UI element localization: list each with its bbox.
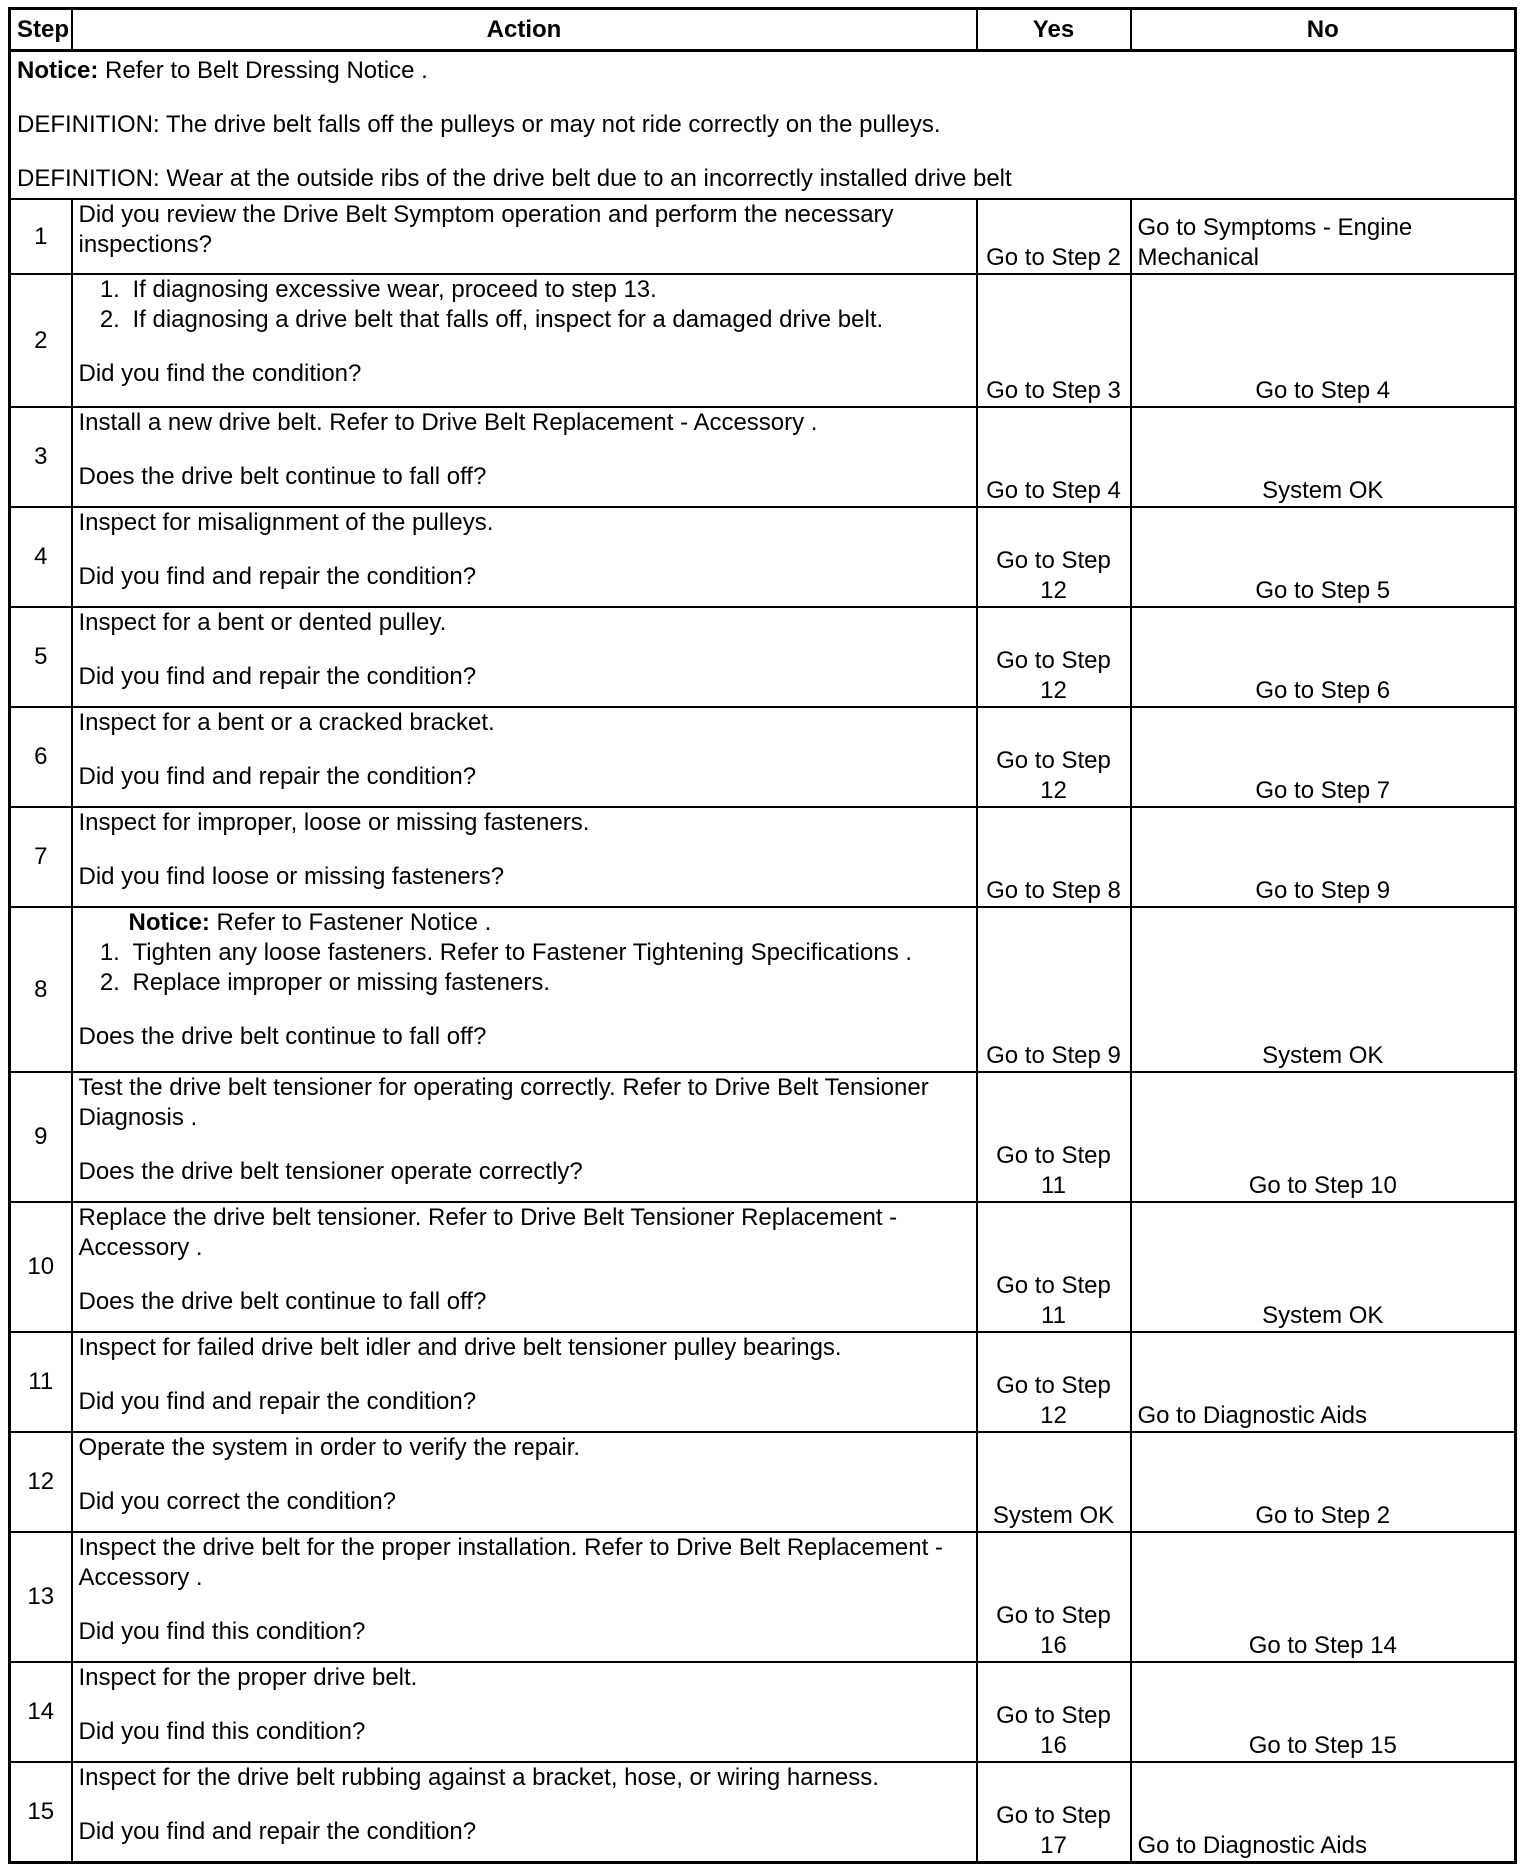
step-number: 8 [10,907,72,1072]
action-cell [72,1332,977,1432]
step-number: 5 [10,607,72,707]
step-number: 10 [10,1202,72,1332]
yes-cell: Go to Step 16 [977,1662,1131,1762]
action-list [79,938,970,998]
action-cell [72,1072,977,1202]
header-row [10,9,1516,51]
no-cell: Go to Step 14 [1131,1532,1516,1662]
table-row [10,407,1516,507]
action-text: Did you review the Drive Belt Symptom operation and perform the necessary inspections? [78,201,894,258]
no-cell: Go to Step 9 [1131,807,1516,907]
action-text: Inspect for a bent or a cracked bracket. [78,709,495,736]
action-cell [72,1532,977,1662]
action-list [79,275,970,335]
yes-cell: Go to Step 8 [977,807,1131,907]
yes-cell: Go to Step 11 [977,1072,1131,1202]
table-row [10,1332,1516,1432]
action-notice [79,908,970,938]
action-list-item: 2. Replace improper or missing fasteners. [127,968,970,998]
action-text: Inspect the drive belt for the proper installation. Refer to Drive Belt Replacement - Accessory . [78,1534,943,1591]
yes-cell: Go to Step 3 [977,274,1131,407]
action-question: Does the drive belt tensioner operate correctly? [78,1158,583,1185]
no-cell: Go to Step 10 [1131,1072,1516,1202]
no-cell: Go to Diagnostic Aids [1131,1332,1516,1432]
action-cell [72,1432,977,1532]
action-question: Did you find this condition? [78,1618,366,1645]
action-cell [72,807,977,907]
table-row [10,707,1516,807]
yes-cell: Go to Step 12 [977,507,1131,607]
yes-cell: Go to Step 12 [977,607,1131,707]
yes-cell: Go to Step 2 [977,199,1131,274]
header-step: Step [10,9,72,51]
table-row [10,1662,1516,1762]
no-cell: System OK [1131,407,1516,507]
action-text: Inspect for the drive belt rubbing against a bracket, hose, or wiring harness. [78,1764,879,1791]
action-question: Did you find this condition? [78,1718,366,1745]
step-number: 3 [10,407,72,507]
table-row [10,807,1516,907]
action-notice-text: Refer to Fastener Notice . [209,909,492,936]
action-cell [72,199,977,274]
yes-cell: System OK [977,1432,1131,1532]
definition-2: DEFINITION: Wear at the outside ribs of the drive belt due to an incorrectly installed drive belt [17,165,1012,192]
step-number: 4 [10,507,72,607]
action-question: Does the drive belt continue to fall off? [78,463,487,490]
table-row [10,1532,1516,1662]
table-row [10,199,1516,274]
diagnostic-table [8,7,1517,1864]
no-cell: Go to Step 15 [1131,1662,1516,1762]
action-text: Replace the drive belt tensioner. Refer to Drive Belt Tensioner Replacement - Accessory . [78,1204,898,1261]
step-number: 6 [10,707,72,807]
action-list-item: 1. If diagnosing excessive wear, proceed to step 13. [127,275,970,305]
action-list-item: 2. If diagnosing a drive belt that falls off, inspect for a damaged drive belt. [127,305,970,335]
action-text: Install a new drive belt. Refer to Drive Belt Replacement - Accessory . [78,409,818,436]
no-cell: Go to Diagnostic Aids [1131,1762,1516,1862]
step-number: 7 [10,807,72,907]
table-row [10,274,1516,407]
action-notice-label: Notice: [128,909,210,936]
step-number: 12 [10,1432,72,1532]
table-row [10,907,1516,1072]
no-cell: Go to Step 5 [1131,507,1516,607]
table-row [10,1432,1516,1532]
action-cell [72,1202,977,1332]
intro-cell [10,51,1516,200]
yes-cell: Go to Step 9 [977,907,1131,1072]
action-list-item: 1. Tighten any loose fasteners. Refer to Fastener Tightening Specifications . [127,938,970,968]
action-question: Does the drive belt continue to fall off? [78,1288,487,1315]
yes-cell: Go to Step 4 [977,407,1131,507]
action-text: Test the drive belt tensioner for operating correctly. Refer to Drive Belt Tensioner Diagnosis . [78,1074,929,1131]
table-row [10,1072,1516,1202]
intro-notice [17,56,1508,86]
action-cell [72,1662,977,1762]
action-text: Inspect for misalignment of the pulleys. [78,509,494,536]
header-action: Action [72,9,977,51]
no-cell: System OK [1131,907,1516,1072]
action-cell [72,407,977,507]
no-cell: Go to Step 6 [1131,607,1516,707]
notice-text: Refer to Belt Dressing Notice . [98,57,428,84]
action-text: Operate the system in order to verify the repair. [78,1434,581,1461]
no-cell: Go to Symptoms - Engine Mechanical [1131,199,1516,274]
yes-cell: Go to Step 17 [977,1762,1131,1862]
definition-1: DEFINITION: The drive belt falls off the pulleys or may not ride correctly on the pulleys. [17,111,941,138]
table-row [10,507,1516,607]
step-number: 2 [10,274,72,407]
action-question: Did you find loose or missing fasteners? [78,863,505,890]
yes-cell: Go to Step 12 [977,1332,1131,1432]
table-row [10,1202,1516,1332]
action-cell [72,1762,977,1862]
no-cell: Go to Step 7 [1131,707,1516,807]
action-cell [72,907,977,1072]
action-text: Inspect for a bent or dented pulley. [78,609,447,636]
action-question: Did you find and repair the condition? [78,563,477,590]
action-text: Inspect for the proper drive belt. [78,1664,418,1691]
step-number: 14 [10,1662,72,1762]
intro-row [10,51,1516,200]
yes-cell: Go to Step 12 [977,707,1131,807]
step-number: 13 [10,1532,72,1662]
header-yes: Yes [977,9,1131,51]
yes-cell: Go to Step 11 [977,1202,1131,1332]
yes-cell: Go to Step 16 [977,1532,1131,1662]
action-question: Did you find and repair the condition? [78,763,477,790]
action-cell [72,507,977,607]
action-question: Did you correct the condition? [78,1488,397,1515]
step-number: 11 [10,1332,72,1432]
no-cell: Go to Step 2 [1131,1432,1516,1532]
action-cell [72,707,977,807]
step-number: 15 [10,1762,72,1862]
action-question: Did you find and repair the condition? [78,1818,477,1845]
action-question: Does the drive belt continue to fall off? [78,1023,487,1050]
action-question: Did you find and repair the condition? [78,663,477,690]
action-question: Did you find and repair the condition? [78,1388,477,1415]
no-cell: Go to Step 4 [1131,274,1516,407]
no-cell: System OK [1131,1202,1516,1332]
header-no: No [1131,9,1516,51]
table-row [10,1762,1516,1862]
action-question: Did you find the condition? [78,360,362,387]
step-number: 9 [10,1072,72,1202]
action-text: Inspect for failed drive belt idler and drive belt tensioner pulley bearings. [78,1334,842,1361]
table-row [10,607,1516,707]
action-cell [72,274,977,407]
step-number: 1 [10,199,72,274]
action-text: Inspect for improper, loose or missing fasteners. [78,809,590,836]
action-cell [72,607,977,707]
notice-label: Notice: [17,57,99,84]
